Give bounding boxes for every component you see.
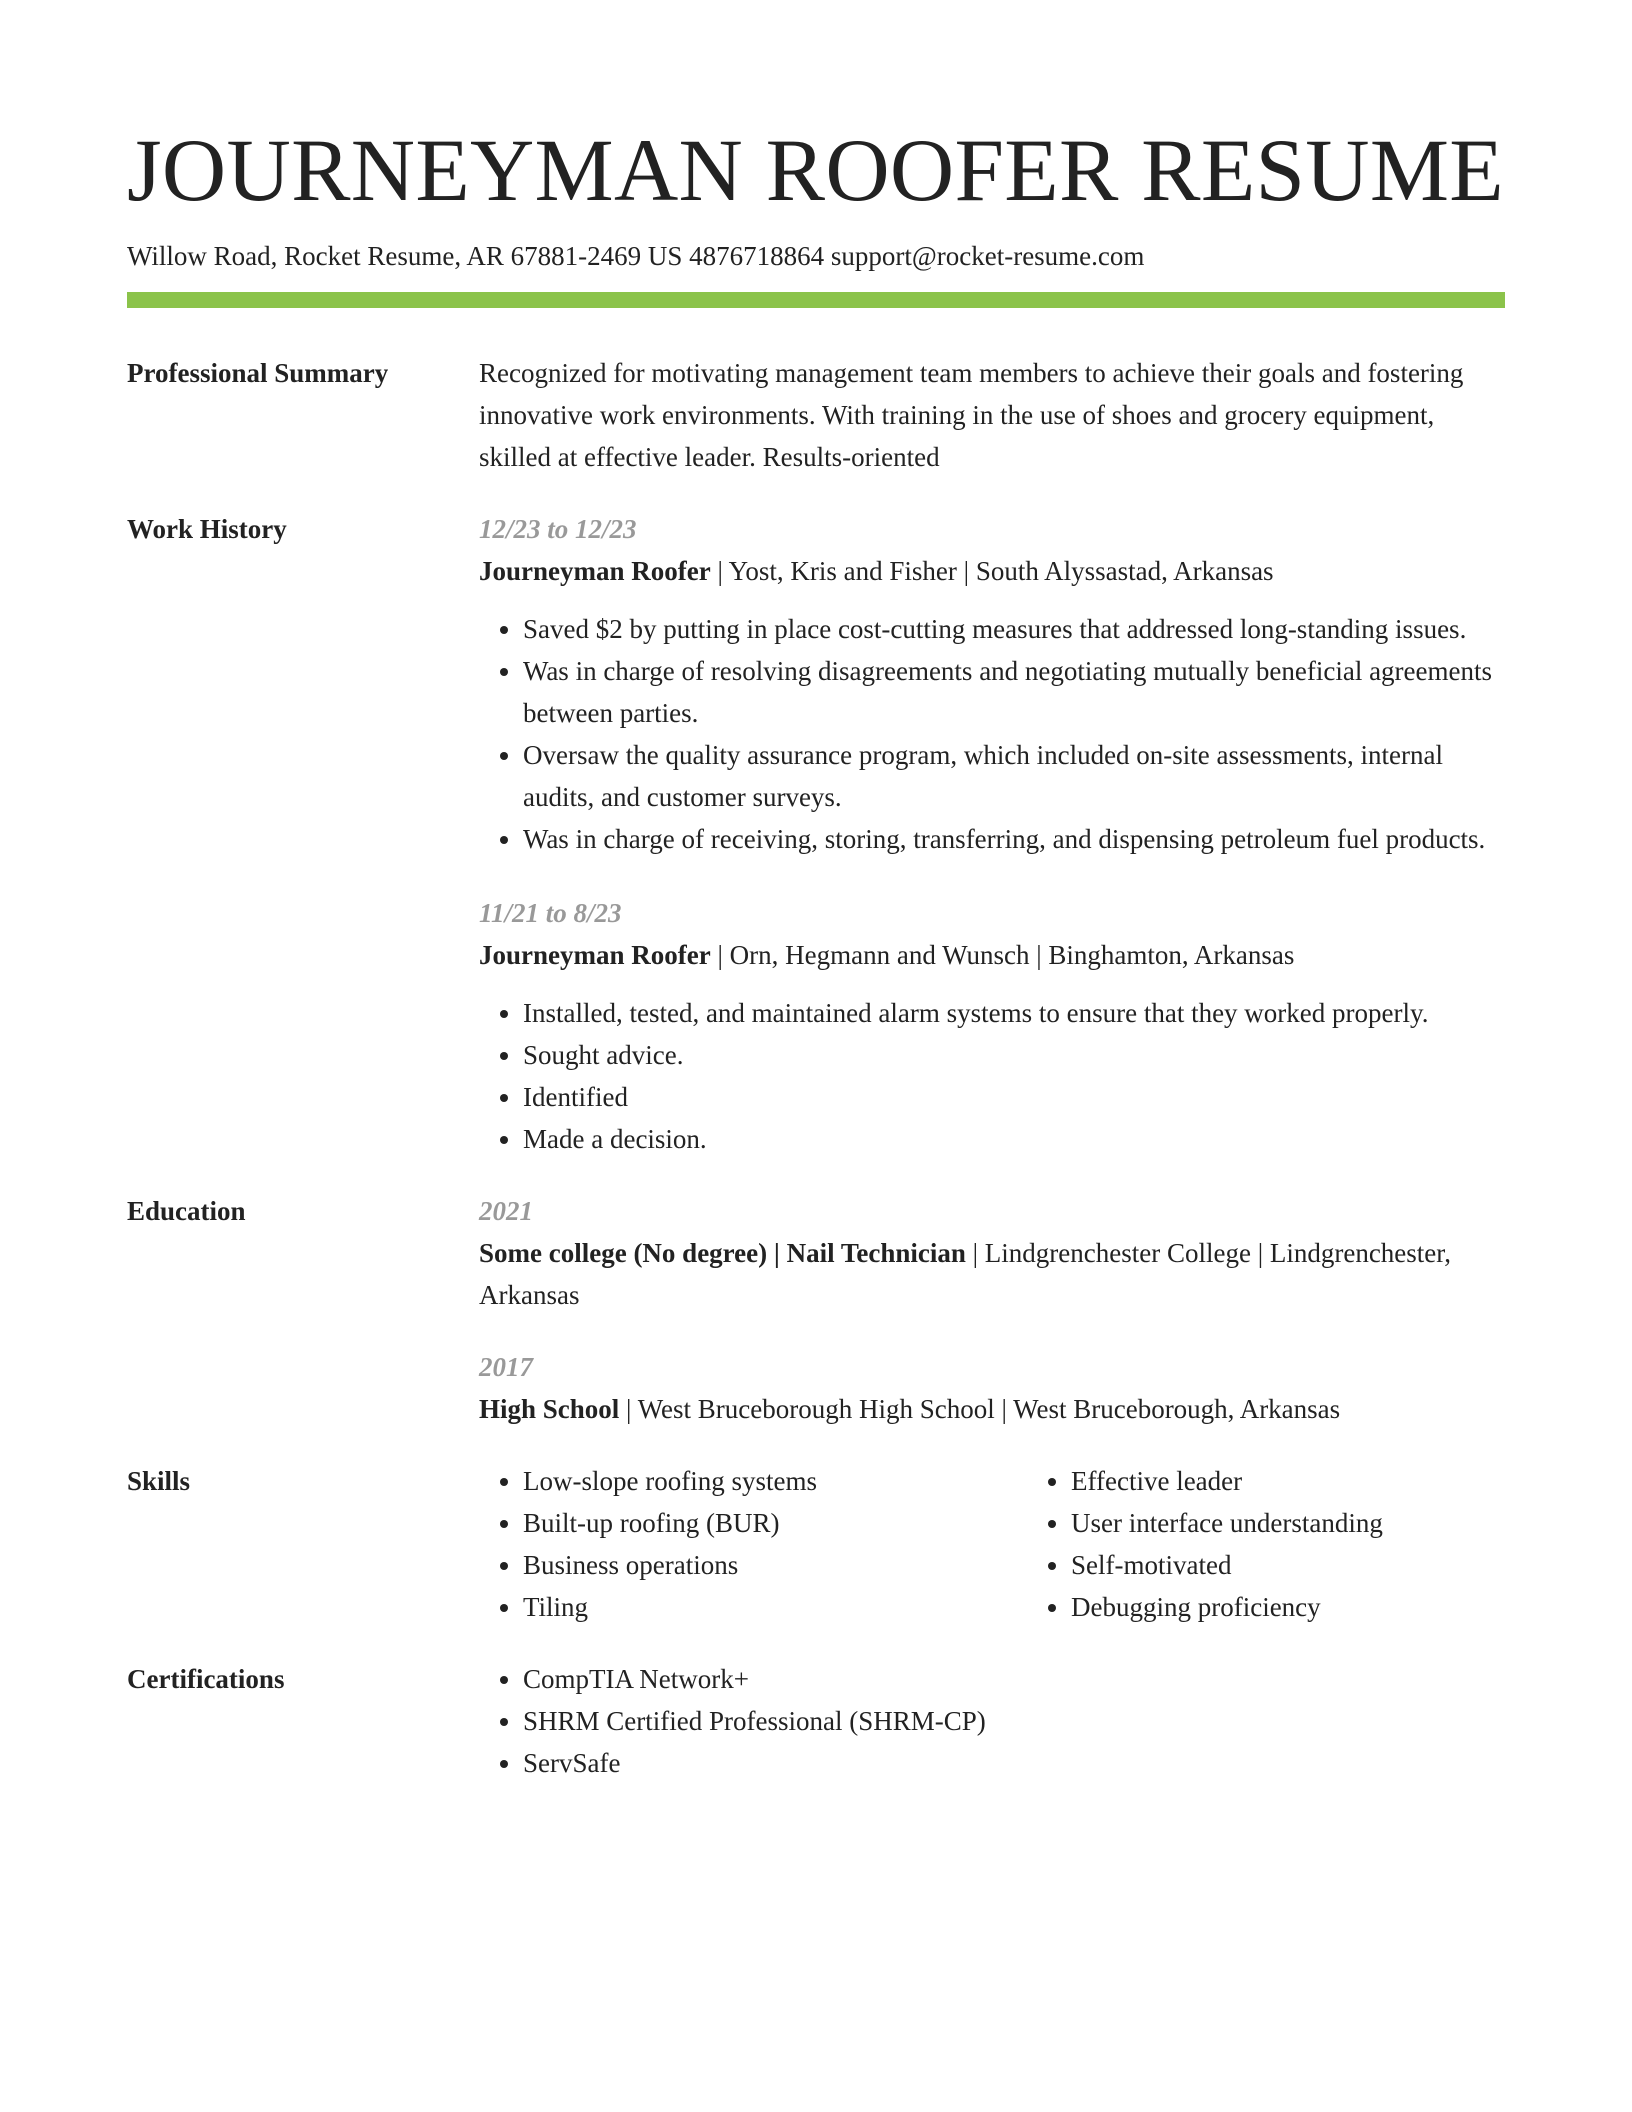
job-heading xyxy=(479,934,1505,976)
summary-label: Professional Summary xyxy=(127,358,389,388)
list-item: • Was in charge of resolving disagreements and negotiating mutually beneficial agreements between parties. xyxy=(523,650,1505,734)
skills-list-left xyxy=(479,1460,1027,1628)
education-degree: High School xyxy=(479,1394,620,1424)
skills-section xyxy=(127,1460,1505,1628)
education-body xyxy=(479,1190,1505,1430)
education-details: | West Bruceborough High School | West Bruceborough, Arkansas xyxy=(619,1394,1341,1424)
list-item: • CompTIA Network+ xyxy=(523,1658,1505,1700)
education-entry xyxy=(479,1346,1505,1430)
work-history-body xyxy=(479,508,1505,1160)
list-item: • ServSafe xyxy=(523,1742,1505,1784)
education-heading xyxy=(479,1232,1505,1316)
skills-label: Skills xyxy=(127,1466,191,1496)
list-item: • Installed, tested, and maintained alarm systems to ensure that they worked properly. xyxy=(523,992,1505,1034)
job-entry xyxy=(479,892,1505,1160)
skills-body xyxy=(479,1460,1505,1628)
list-item: • SHRM Certified Professional (SHRM-CP) xyxy=(523,1700,1505,1742)
list-item: • Built-up roofing (BUR) xyxy=(523,1502,1027,1544)
certifications-section xyxy=(127,1658,1505,1784)
summary-section xyxy=(127,352,1505,478)
work-history-section xyxy=(127,508,1505,1160)
skills-list-right xyxy=(1027,1460,1575,1628)
education-label: Education xyxy=(127,1196,246,1226)
work-history-label: Work History xyxy=(127,514,287,544)
job-dates: 12/23 to 12/23 xyxy=(479,514,637,544)
list-item: • Effective leader xyxy=(1071,1460,1575,1502)
job-details: | Yost, Kris and Fisher | South Alyssastad, Arkansas xyxy=(710,556,1274,586)
education-degree: Some college (No degree) | Nail Technician xyxy=(479,1238,966,1268)
certifications-list xyxy=(479,1658,1505,1784)
job-entry xyxy=(479,508,1505,860)
list-item: • Debugging proficiency xyxy=(1071,1586,1575,1628)
list-item: • Sought advice. xyxy=(523,1034,1505,1076)
list-item: • Low-slope roofing systems xyxy=(523,1460,1027,1502)
certifications-body xyxy=(479,1658,1505,1784)
job-title: Journeyman Roofer xyxy=(479,556,711,586)
job-bullets xyxy=(479,608,1505,860)
education-heading xyxy=(479,1388,1505,1430)
job-bullets xyxy=(479,992,1505,1160)
education-section xyxy=(127,1190,1505,1430)
list-item: • User interface understanding xyxy=(1071,1502,1575,1544)
list-item: • Oversaw the quality assurance program, which included on-site assessments, internal audits, and customer surveys. xyxy=(523,734,1505,818)
list-item: • Saved $2 by putting in place cost-cutting measures that addressed long-standing issues. xyxy=(523,608,1505,650)
header-divider xyxy=(127,292,1505,308)
contact-line: Willow Road, Rocket Resume, AR 67881-2469 US 4876718864 support@rocket-resume.com xyxy=(127,241,1145,271)
list-item: • Business operations xyxy=(523,1544,1027,1586)
job-dates: 11/21 to 8/23 xyxy=(479,898,622,928)
education-year: 2021 xyxy=(479,1196,533,1226)
list-item: • Was in charge of receiving, storing, transferring, and dispensing petroleum fuel products. xyxy=(523,818,1505,860)
list-item: • Tiling xyxy=(523,1586,1027,1628)
job-details: | Orn, Hegmann and Wunsch | Binghamton, Arkansas xyxy=(710,940,1295,970)
education-entry xyxy=(479,1190,1505,1316)
resume-title: JOURNEYMAN ROOFER RESUME xyxy=(127,122,1504,220)
job-heading xyxy=(479,550,1505,592)
summary-text: Recognized for motivating management team members to achieve their goals and fostering innovative work environments. With training in the use of shoes and grocery equipment, skilled at effective leader. Results-oriented xyxy=(479,358,1464,472)
education-details: | Lindgrenchester College | Lindgrenchester, Arkansas xyxy=(479,1238,1451,1310)
list-item: • Self-motivated xyxy=(1071,1544,1575,1586)
certifications-label: Certifications xyxy=(127,1664,285,1694)
education-year: 2017 xyxy=(479,1352,533,1382)
job-title: Journeyman Roofer xyxy=(479,940,711,970)
list-item: • Made a decision. xyxy=(523,1118,1505,1160)
list-item: • Identified xyxy=(523,1076,1505,1118)
